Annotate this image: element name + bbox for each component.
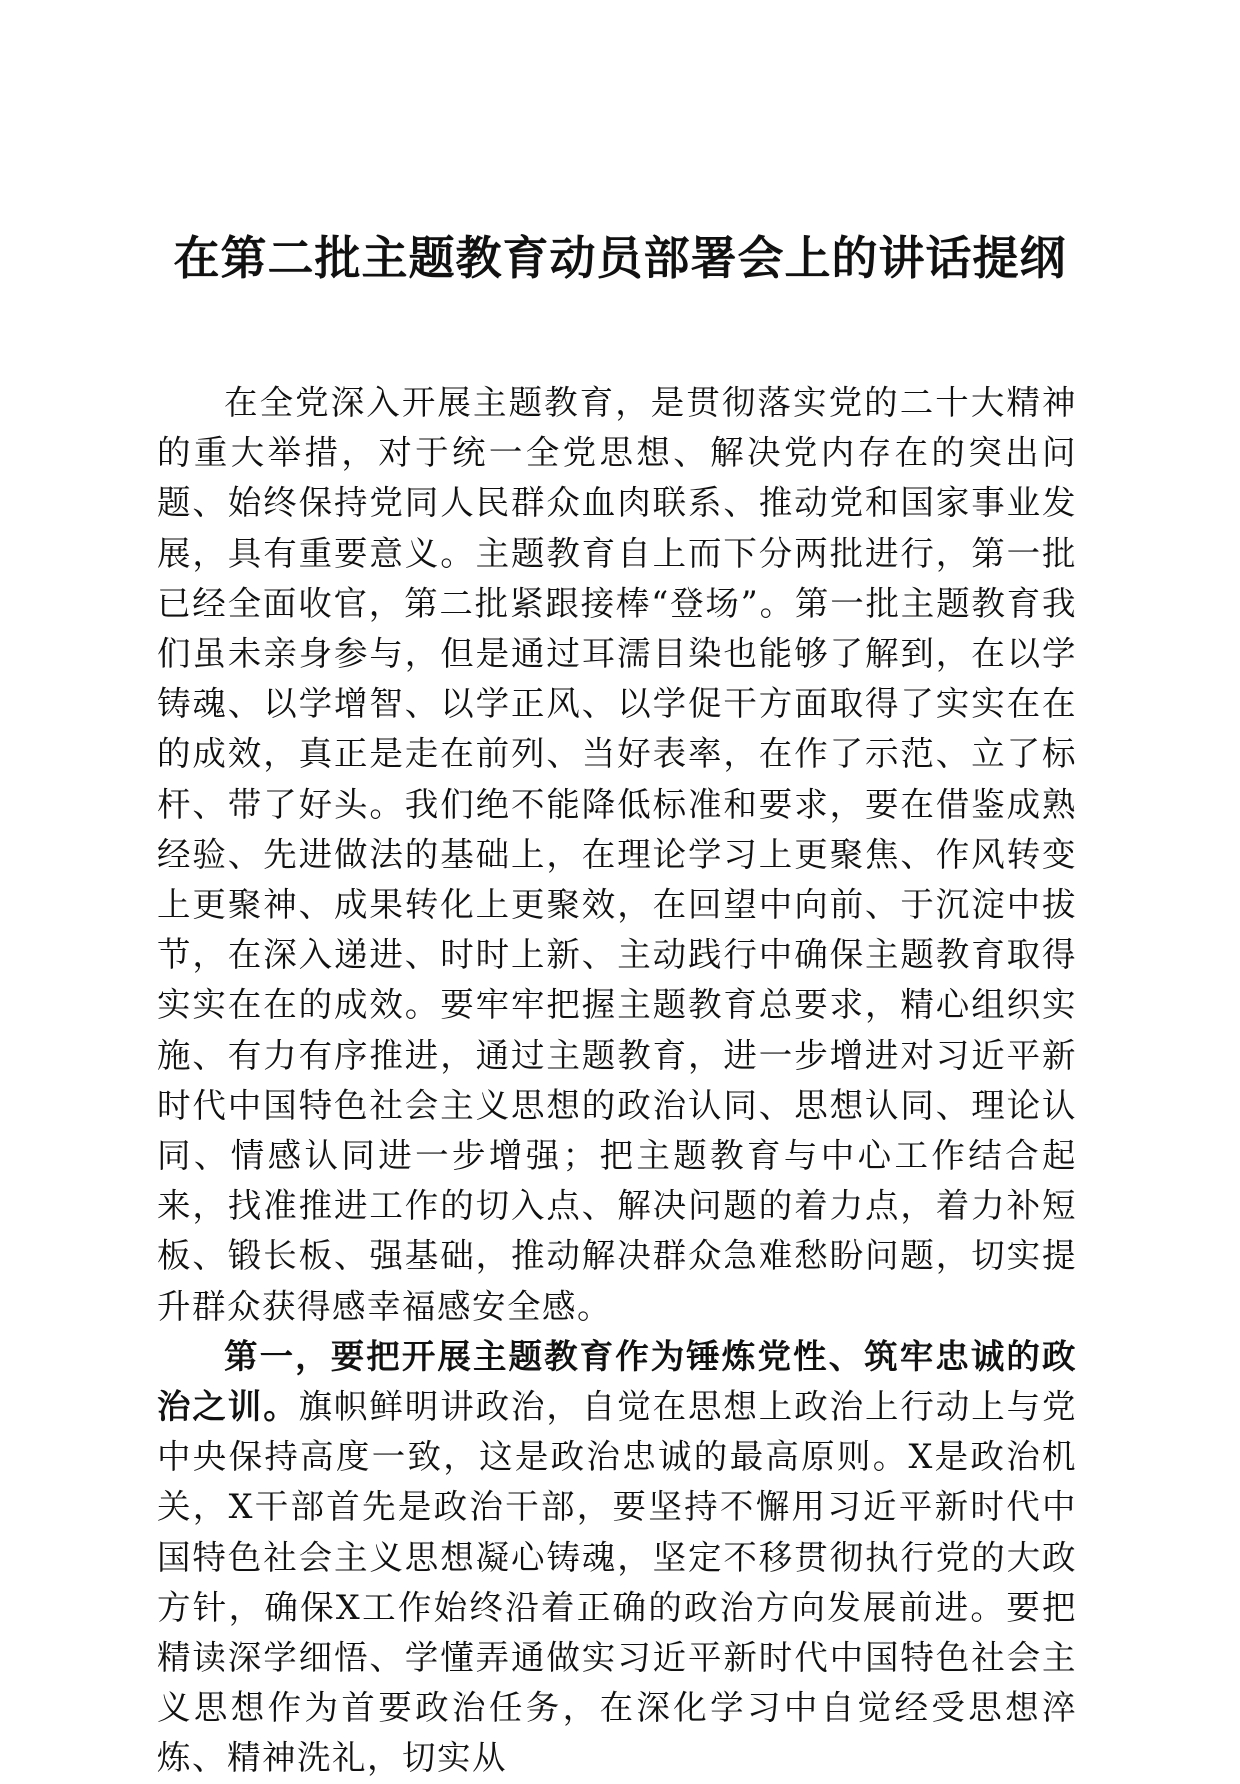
paragraph-text: 旗帜鲜明讲政治，自觉在思想上政治上行动上与党中央保持高度一致，这是政治忠诚的最高原则。X是政治机关，X干部首先是政治干部，要坚持不懈用习近平新时代中国特色社会主义思想凝心铸魂，坚定不移贯彻执行党的大政方针，确保X工作始终沿着正确的政治方向发展前进。要把精读深学细悟、学懂弄通做实习近平新时代中国特色社会主义思想作为首要政治任务，在深化学习中自觉经受思想淬炼、精神洗礼，切实从 xyxy=(157,1387,1078,1778)
paragraph-lead-heading: 第一，要把开展主题教育作为锤炼党性、筑牢忠诚的政治之训。 xyxy=(157,1336,1077,1427)
paragraph-intro xyxy=(157,378,1077,1332)
paragraph-text: 在全党深入开展主题教育，是贯彻落实党的二十大精神的重大举措，对于统一全党思想、解决党内存在的突出问题、始终保持党同人民群众血肉联系、推动党和国家事业发展，具有重要意义。主题教育自上而下分两批进行，第一批已经全面收官，第二批紧跟接棒“登场”。第一批主题教育我们虽未亲身参与，但是通过耳濡目染也能够了解到，在以学铸魂、以学增智、以学正风、以学促干方面取得了实实在在的成效，真正是走在前列、当好表率，在作了示范、立了标杆、带了好头。我们绝不能降低标准和要求，要在借鉴成熟经验、先进做法的基础上，在理论学习上更聚焦、作风转变上更聚神、成果转化上更聚效，在回望中向前、于沉淀中拔节，在深入递进、时时上新、主动践行中确保主题教育取得实实在在的成效。要牢牢把握主题教育总要求，精心组织实施、有力有序推进，通过主题教育，进一步增进对习近平新时代中国特色社会主义思想的政治认同、思想认同、理论认同、情感认同进一步增强；把主题教育与中心工作结合起来，找准推进工作的切入点、解决问题的着力点，着力补短板、锻长板、强基础，推动解决群众急难愁盼问题，切实提升群众获得感幸福感安全感。 xyxy=(157,383,1077,1326)
document-body xyxy=(157,378,1077,1784)
paragraph-first-point xyxy=(157,1332,1077,1784)
document-title: 在第二批主题教育动员部署会上的讲话提纲 xyxy=(173,231,1067,285)
